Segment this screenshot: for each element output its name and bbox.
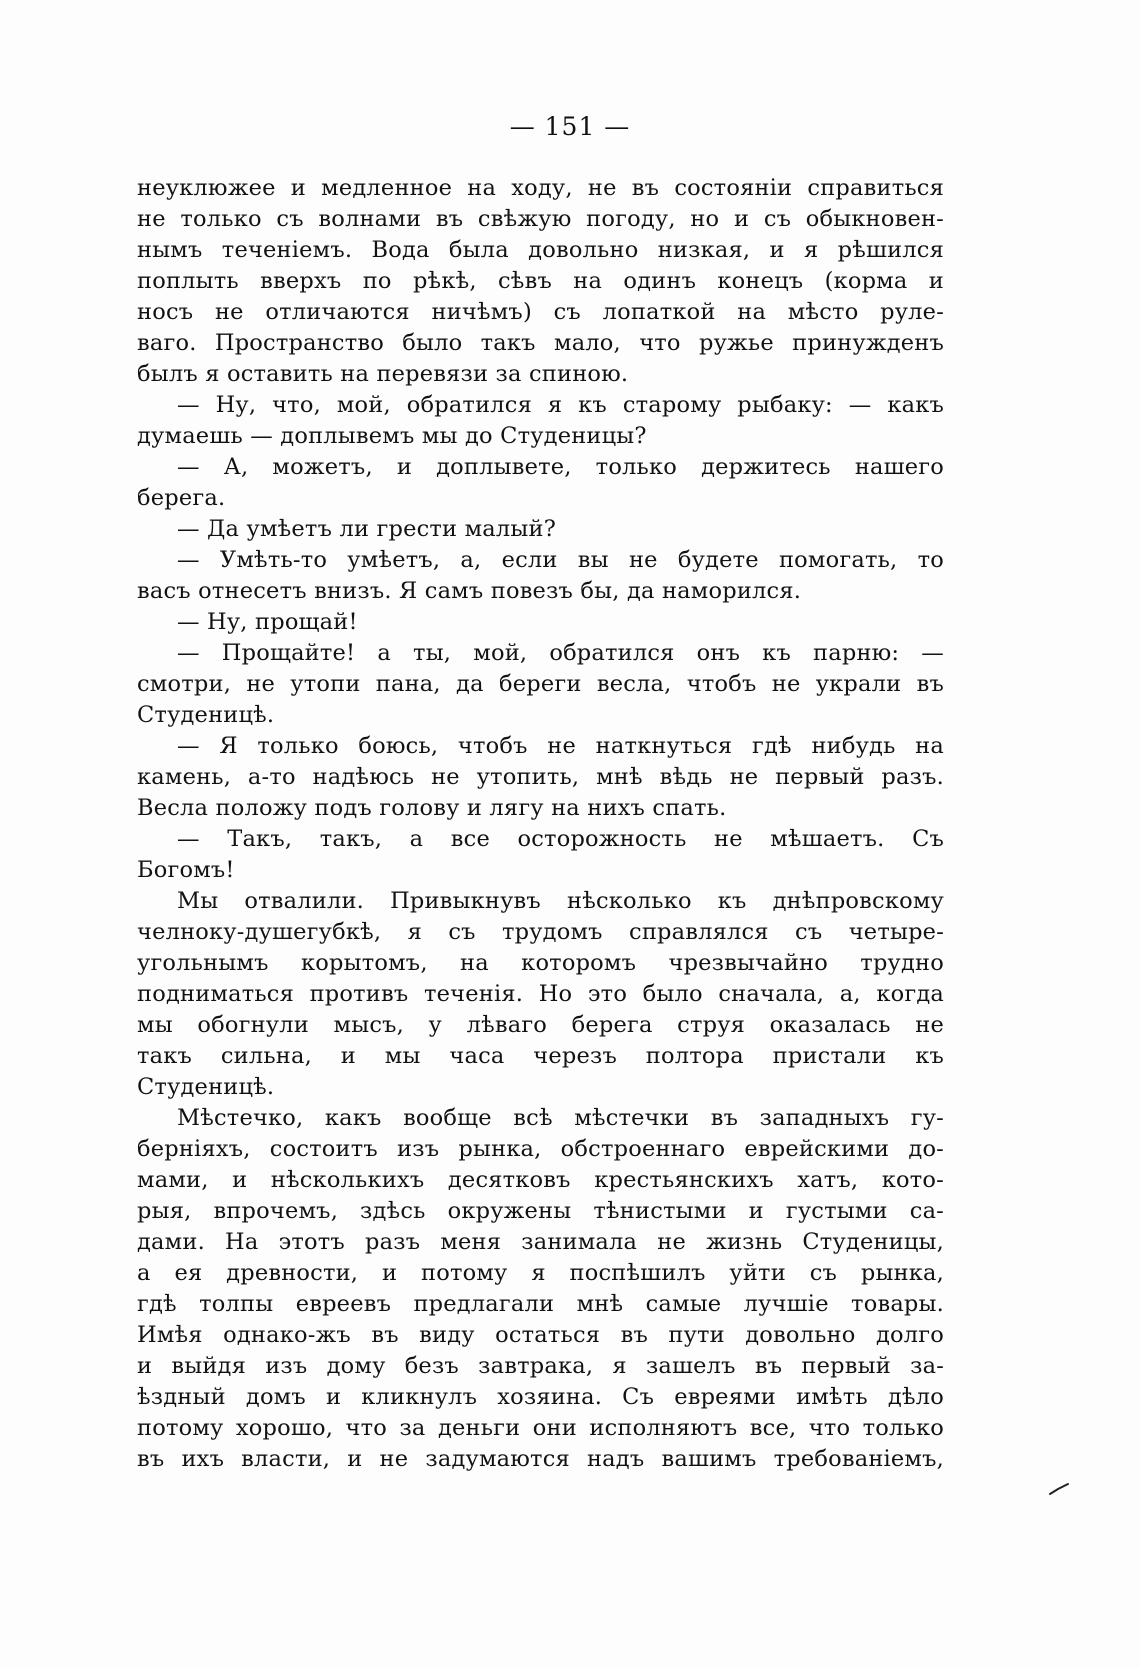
body-text (137, 173, 944, 1475)
text-line: — А, можетъ, и доплывете, только держитесь нашего (177, 454, 944, 480)
text-line: — Умѣть-то умѣетъ, а, если вы не будете помогать, то (177, 547, 944, 573)
text-line: — Я только боюсь, чтобъ не наткнуться гдѣ нибудь на (177, 733, 944, 759)
text-line: дами. На этотъ разъ меня занимала не жизнь Студеницы, (137, 1229, 944, 1255)
text-line: Весла положу подъ голову и лягу на нихъ спать. (137, 795, 727, 821)
text-line: — Ну, прощай! (177, 609, 358, 635)
text-line: въ ихъ власти, и не задумаются надъ вашимъ требованiемъ, (137, 1446, 944, 1472)
text-line: подниматься противъ теченiя. Но это было сначала, а, когда (137, 981, 944, 1007)
text-line: и выйдя изъ дому безъ завтрака, я зашелъ въ первый за- (137, 1353, 944, 1379)
text-line: васъ отнесетъ внизъ. Я самъ повезъ бы, да наморился. (137, 578, 802, 604)
text-line: — Такъ, такъ, а все осторожность не мѣшаетъ. Съ (177, 826, 944, 852)
text-line: Мѣстечко, какъ вообще всѣ мѣстечки въ западныхъ гу- (177, 1105, 944, 1131)
pencil-mark (1048, 1482, 1070, 1496)
page-number: — 151 — (509, 112, 631, 141)
text-line: ѣздный домъ и кликнулъ хозяина. Съ евреями имѣть дѣло (137, 1384, 944, 1410)
text-line: Мы отвалили. Привыкнувъ нѣсколько къ днѣпровскому (177, 888, 944, 914)
text-line: мами, и нѣсколькихъ десятковъ крестьянскихъ хатъ, кото- (137, 1167, 944, 1193)
text-line: такъ сильна, и мы часа черезъ полтора пристали къ (137, 1043, 944, 1069)
text-line: носъ не отличаются ничѣмъ) съ лопаткой на мѣсто руле- (137, 299, 944, 325)
text-line: думаешь — доплывемъ мы до Студеницы? (137, 423, 647, 449)
text-line: Богомъ! (137, 857, 235, 883)
text-line: нымъ теченiемъ. Вода была довольно низкая, и я рѣшился (137, 237, 944, 263)
text-line: — Ну, что, мой, обратился я къ старому рыбаку: — какъ (177, 392, 944, 418)
text-line: — Прощайте! а ты, мой, обратился онъ къ парню: — (177, 640, 944, 666)
text-line: угольнымъ корытомъ, на которомъ чрезвычайно трудно (137, 950, 944, 976)
text-line: ваго. Пространство было такъ мало, что ружье принужденъ (137, 330, 944, 356)
text-line: берега. (137, 485, 226, 511)
text-line: рыя, впрочемъ, здѣсь окружены тѣнистыми и густыми са- (137, 1198, 944, 1224)
text-line: неуклюжее и медленное на ходу, не въ состоянiи справиться (137, 175, 944, 201)
text-line: былъ я оставить на перевязи за спиною. (137, 361, 629, 387)
text-line: челноку-душегубкѣ, я съ трудомъ справлялся съ четыре- (137, 919, 944, 945)
text-line: потому хорошо, что за деньги они исполняютъ все, что только (137, 1415, 944, 1441)
text-line: — Да умѣетъ ли грести малый? (177, 516, 556, 542)
text-line: бернiяхъ, состоитъ изъ рынка, обстроеннаго еврейскими до- (137, 1136, 944, 1162)
text-line: камень, а-то надѣюсь не утопить, мнѣ вѣдь не первый разъ. (137, 764, 944, 790)
text-line: Имѣя однако-жъ въ виду остаться въ пути довольно долго (137, 1322, 944, 1348)
text-line: поплыть вверхъ по рѣкѣ, сѣвъ на одинъ конецъ (корма и (137, 268, 944, 294)
text-line: Студеницѣ. (137, 702, 275, 728)
text-line: мы обогнули мысъ, у лѣваго берега струя оказалась не (137, 1012, 944, 1038)
text-line: не только съ волнами въ свѣжую погоду, но и съ обыкновен- (137, 206, 944, 232)
text-line: Студеницѣ. (137, 1074, 275, 1100)
text-line: а ея древности, и потому я поспѣшилъ уйти съ рынка, (137, 1260, 944, 1286)
text-line: смотри, не утопи пана, да береги весла, чтобъ не украли въ (137, 671, 944, 697)
text-line: гдѣ толпы евреевъ предлагали мнѣ самые лучшiе товары. (137, 1291, 944, 1317)
